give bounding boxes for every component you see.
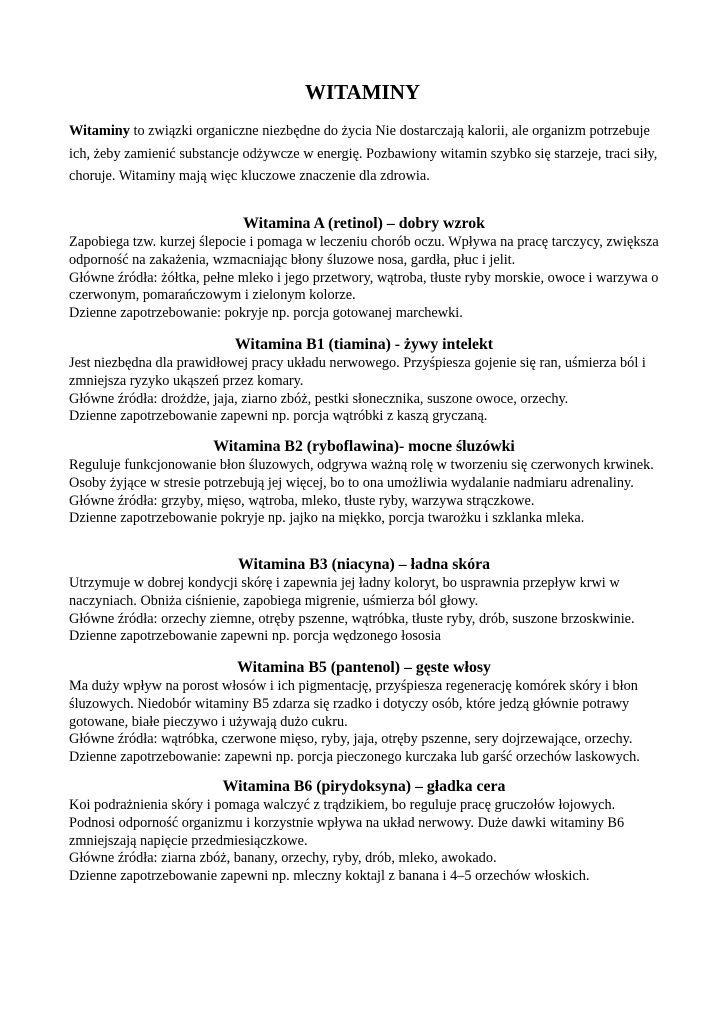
- section-heading: Witamina A (retinol) – dobry wzrok: [243, 215, 485, 232]
- section-sources: Główne źródła: orzechy ziemne, otręby pszenne, wątróbka, tłuste ryby, drób, suszone brzoskwinie.: [69, 610, 635, 627]
- section-daily: Dzienne zapotrzebowanie zapewni np. porcja wędzonego łososia: [69, 628, 441, 645]
- section-vitamin-b1: [69, 335, 659, 426]
- section-daily: Dzienne zapotrzebowanie zapewni np. mleczny koktajl z banana i 4–5 orzechów włoskich.: [69, 868, 590, 885]
- intro-bold-word: Witaminy: [69, 123, 130, 139]
- intro-paragraph: [69, 120, 659, 188]
- intro-text: to związki organiczne niezbędne do życia Nie dostarczają kalorii, ale organizm potrzebuje ich, żeby zamienić substancje odżywcze w energię. Pozbawiony witamin szybko się starzeje, traci siły, choruje. Witaminy mają więc kluczowe znaczenie dla zdrowia.: [69, 123, 658, 184]
- section-vitamin-a: [69, 214, 659, 323]
- section-body: Koi podrażnienia skóry i pomaga walczyć z trądzikiem, bo reguluje pracę gruczołów łojowych. Podnosi odporność organizmu i korzystnie wpływa na układ nerwowy. Duże dawki witaminy B6 zmniejszają napięcie przedmiesiączkowe.: [69, 797, 625, 849]
- section-vitamin-b5: [69, 658, 659, 767]
- section-sources: Główne źródła: żółtka, pełne mleko i jego przetwory, wątroba, tłuste ryby morskie, owoce i warzywa o czerwonym, pomarańczowym i zielonym kolorze.: [69, 269, 659, 304]
- section-daily: Dzienne zapotrzebowanie zapewni np. porcja wątróbki z kaszą gryczaną.: [69, 408, 488, 425]
- section-heading: Witamina B2 (ryboflawina)- mocne śluzówki: [213, 438, 515, 455]
- section-vitamin-b3: [69, 555, 659, 646]
- section-vitamin-b2: [69, 437, 659, 528]
- section-body: Reguluje funkcjonowanie błon śluzowych, odgrywa ważną rolę w tworzeniu się czerwonych krwinek. Osoby żyjące w stresie potrzebują jej więcej, bo to ona umożliwia wydalanie nadmiaru adrenaliny.: [69, 457, 654, 491]
- section-sources: Główne źródła: wątróbka, czerwone mięso, ryby, jaja, otręby pszenne, sery dojrzewające, orzechy.: [69, 731, 633, 748]
- section-body: Zapobiega tzw. kurzej ślepocie i pomaga w leczeniu chorób oczu. Wpływa na pracę tarczycy, zwiększa odporność na zakażenia, wzmacniając błony śluzowe nosa, gardła, płuc i jelit.: [69, 234, 659, 268]
- section-sources: Główne źródła: grzyby, mięso, wątroba, mleko, tłuste ryby, warzywa strączkowe.: [69, 492, 535, 509]
- section-heading: Witamina B3 (niacyna) – ładna skóra: [237, 556, 491, 573]
- section-heading: Witamina B6 (pirydoksyna) – gładka cera: [222, 778, 506, 795]
- page-title: WITAMINY: [304, 80, 421, 104]
- section-body: Jest niezbędna dla prawidłowej pracy układu nerwowego. Przyśpiesza gojenie się ran, uśmierza ból i zmniejsza ryzyko ukąszeń przez komary.: [69, 355, 646, 389]
- section-body: Ma duży wpływ na porost włosów i ich pigmentację, przyśpiesza regenerację komórek skóry i błon śluzowych. Niedobór witaminy B5 zdarza się rzadko i dotyczy osób, które jedzą głównie potrawy gotowane, białe pieczywo i używają dużo cukru.: [69, 678, 638, 730]
- section-vitamin-b6: [69, 777, 659, 886]
- section-sources: Główne źródła: drożdże, jaja, ziarno zbóż, pestki słonecznika, suszone owoce, orzechy.: [69, 390, 569, 407]
- section-sources: Główne źródła: ziarna zbóż, banany, orzechy, ryby, drób, mleko, awokado.: [69, 850, 497, 867]
- section-daily: Dzienne zapotrzebowanie: pokryje np. porcja gotowanej marchewki.: [69, 305, 463, 322]
- section-daily: Dzienne zapotrzebowanie pokryje np. jajko na miękko, porcja twarożku i szklanka mleka.: [69, 510, 585, 527]
- section-heading: Witamina B1 (tiamina) - żywy intelekt: [234, 336, 494, 353]
- section-body: Utrzymuje w dobrej kondycji skórę i zapewnia jej ładny koloryt, bo usprawnia przepływ krwi w naczyniach. Obniża ciśnienie, zapobiega migrenie, uśmierza ból głowy.: [69, 575, 620, 609]
- section-heading: Witamina B5 (pantenol) – gęste włosy: [237, 659, 491, 676]
- section-daily: Dzienne zapotrzebowanie: zapewni np. porcja pieczonego kurczaka lub garść orzechów laskowych.: [69, 749, 640, 766]
